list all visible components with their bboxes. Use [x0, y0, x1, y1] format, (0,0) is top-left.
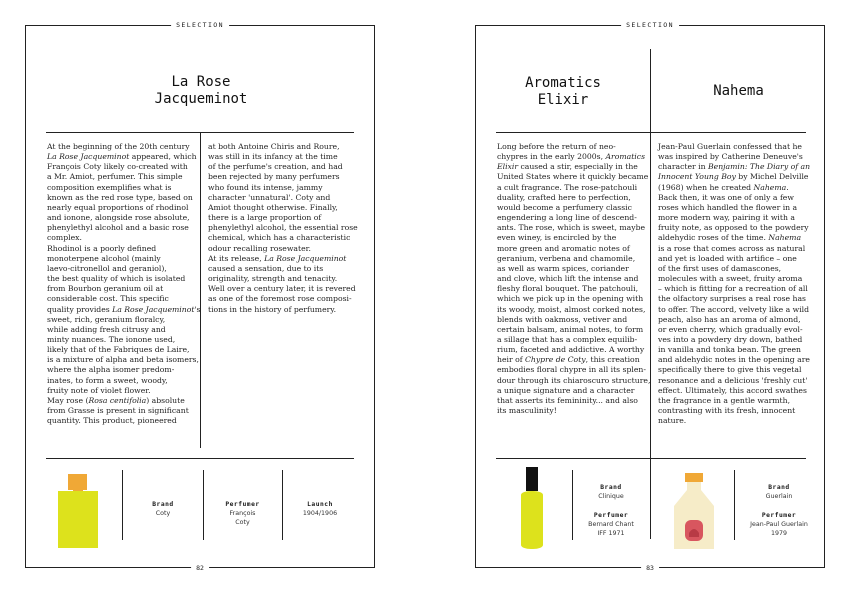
- perfumer-label: Perfumer: [225, 501, 260, 508]
- title-line: Jacqueminot: [154, 91, 248, 107]
- italic-title: La Rose Jacqueminot: [112, 304, 195, 314]
- italic-title: Aromatics Elixir: [497, 152, 646, 172]
- italic-title: La Rose Jacqueminot: [47, 152, 130, 162]
- perfumer-value: 1979: [770, 530, 788, 537]
- bottle-cap: [68, 474, 87, 490]
- title-line: Nahema: [713, 83, 764, 99]
- perfume-title: [651, 83, 826, 100]
- left-page: [25, 21, 375, 572]
- bottle-body: [58, 491, 98, 548]
- bottle-body: [521, 491, 543, 549]
- brand-info: [734, 483, 824, 501]
- brand-value: Coty: [155, 510, 171, 517]
- italic-title: La Rose Jacqueminot: [264, 253, 347, 263]
- title-line: Elixir: [537, 92, 589, 108]
- brand-label: Brand: [152, 501, 174, 508]
- title-line: La Rose: [171, 74, 231, 90]
- bottle-cap: [526, 467, 538, 491]
- perfumer-label: Perfumer: [761, 512, 797, 519]
- italic-title: Rosa centifolia: [88, 395, 147, 405]
- brand-value: Clinique: [598, 493, 624, 500]
- perfume-bottle-image: [672, 473, 716, 550]
- brand-info: [123, 500, 203, 518]
- body-column-2: Jean-Paul Guerlain confessed that he was inspired by Catherine Deneuve's character in Benjamin: The Diary of an Innocent Young Boy by Michel Delville (1968) when he created Nahema. Back then, it was one of only a few roses which handled the flower in a more modern way, pairing it with a fruity note, as opposed to the powdery aldehydic roses of the time. Nahema is a rose that comes across as natural and yet is loaded with artifice – one of the first uses of damascones, molecules with a sweet, fruity aroma – which is fitting for a recreation of all the olfactory surprises a real rose has to offer. The accord, velvety like a wild peach, also has an aroma of almond, or even cherry, which gradually evol- ves into a powdery dry down, bathed in vanilla and tonka bean. The green and aldehydic notes in the opening are specifically there to give this vegetal resonance and a delicious 'freshly cut' effect. Ultimately, this accord swathes the fragrance in a gentle warmth, contrasting with its fresh, innocent nature.: [658, 142, 811, 426]
- body-column-1: At the beginning of the 20th century La Rose Jacqueminot appeared, which François Coty likely co-created with a Mr. Amiot, perfumer. This simple composition exemplifies what is known as the red rose type, based on nearly equal proportions of rhodinol and ionone, alongside rose absolute, phenylethyl alcohol and a basic rose complex. Rhodinol is a poorly defined monoterpene alcohol (mainly laevo-citronellol and geraniol), the best quality of which is isolated from Bourbon geranium oil at considerable cost. This specific quality provides La Rose Jacqueminot's sweet, rich, geranium floralcy, while adding fresh citrusy and minty nuances. The ionone used, likely that of the Fabriques de Laire, is a mixture of alpha and beta isomers, where the alpha isomer predom- inates, to form a sweet, woody, fruity note of violet flower. May rose (Rosa centifolia) absolute from Grasse is present in significant quantity. This product, pioneered: [47, 142, 201, 426]
- perfumer-info: [734, 511, 824, 538]
- perfume-bottle-image: [521, 467, 543, 550]
- title-line: Aromatics: [525, 75, 601, 91]
- page-number: 82: [191, 562, 209, 574]
- perfume-title: [26, 74, 376, 108]
- italic-title: Nahema: [768, 233, 802, 243]
- brand-label: Brand: [768, 484, 790, 491]
- perfumer-value: Jean-Paul Guerlain: [750, 521, 808, 528]
- perfumer-value: Bernard Chant: [588, 521, 634, 528]
- perfumer-value: Coty: [235, 519, 250, 526]
- italic-title: Nahema: [753, 182, 787, 192]
- section-label: SELECTION: [621, 19, 679, 31]
- page-number: 83: [641, 562, 659, 574]
- body-column-1: Long before the return of neo- chypres in the early 2000s, Aromatics Elixir caused a stir, especially in the United States where it quickly became a cult fragrance. The rose-patchouli duality, crafted here to perfection, would become a perfumery classic engendering a long line of descend- ants. The rose, which is sweet, maybe even winey, is encircled by the more green and aromatic notes of geranium, verbena and chamomile, as well as warm spices, coriander and clove, which lift the intense and fleshy floral bouquet. The patchouli, which we pick up in the opening with its woody, moist, almost corked notes, blends with oakmoss, vetiver and certain balsam, animal notes, to form a sillage that has a complex equilib- rium, faceted and addictive. A worthy heir of Chypre de Coty, this creation embodies floral chypre in all its splen- dour through its chiaroscuro structure, a unique signature and a character that asserts its femininity... and also its masculinity!: [497, 142, 651, 416]
- perfumer-info: [203, 500, 282, 527]
- brand-label: Brand: [600, 484, 622, 491]
- launch-info: [282, 500, 358, 518]
- body-column-2: at both Antoine Chiris and Roure, was still in its infancy at the time of the perfume's creation, and had been rejected by many perfumers who found its intense, jammy character 'unnatural'. Coty and Amiot thought otherwise. Finally, there is a large proportion of phenylethyl alcohol, the essential rose chemical, which has a characteristic odour recalling rosewater. At its release, La Rose Jacqueminot caused a sensation, due to its originality, strength and tenacity. Well over a century later, it is revered as one of the foremost rose composi- tions in the history of perfumery.: [208, 142, 358, 314]
- title-divider: [496, 132, 806, 133]
- right-page: [475, 21, 825, 572]
- italic-title: Chypre de Coty: [525, 355, 586, 365]
- brand-value: Guerlain: [765, 493, 793, 500]
- perfume-bottle-image: [58, 474, 98, 549]
- perfumer-value: IFF 1971: [597, 530, 625, 537]
- perfumer-value: François: [229, 510, 256, 517]
- section-label: SELECTION: [171, 19, 229, 31]
- info-divider: [496, 458, 806, 459]
- launch-value: 1904/1906: [302, 510, 338, 517]
- info-divider: [46, 458, 354, 459]
- italic-title: Benjamin: The Diary of an Innocent Young Boy: [658, 162, 811, 182]
- bottle-cap: [685, 473, 703, 482]
- perfume-title: [476, 75, 650, 109]
- perfumer-info: [572, 511, 650, 538]
- brand-info: [572, 483, 650, 501]
- launch-label: Launch: [307, 501, 333, 508]
- bottle-neck: [687, 482, 701, 490]
- perfumer-label: Perfumer: [593, 512, 629, 519]
